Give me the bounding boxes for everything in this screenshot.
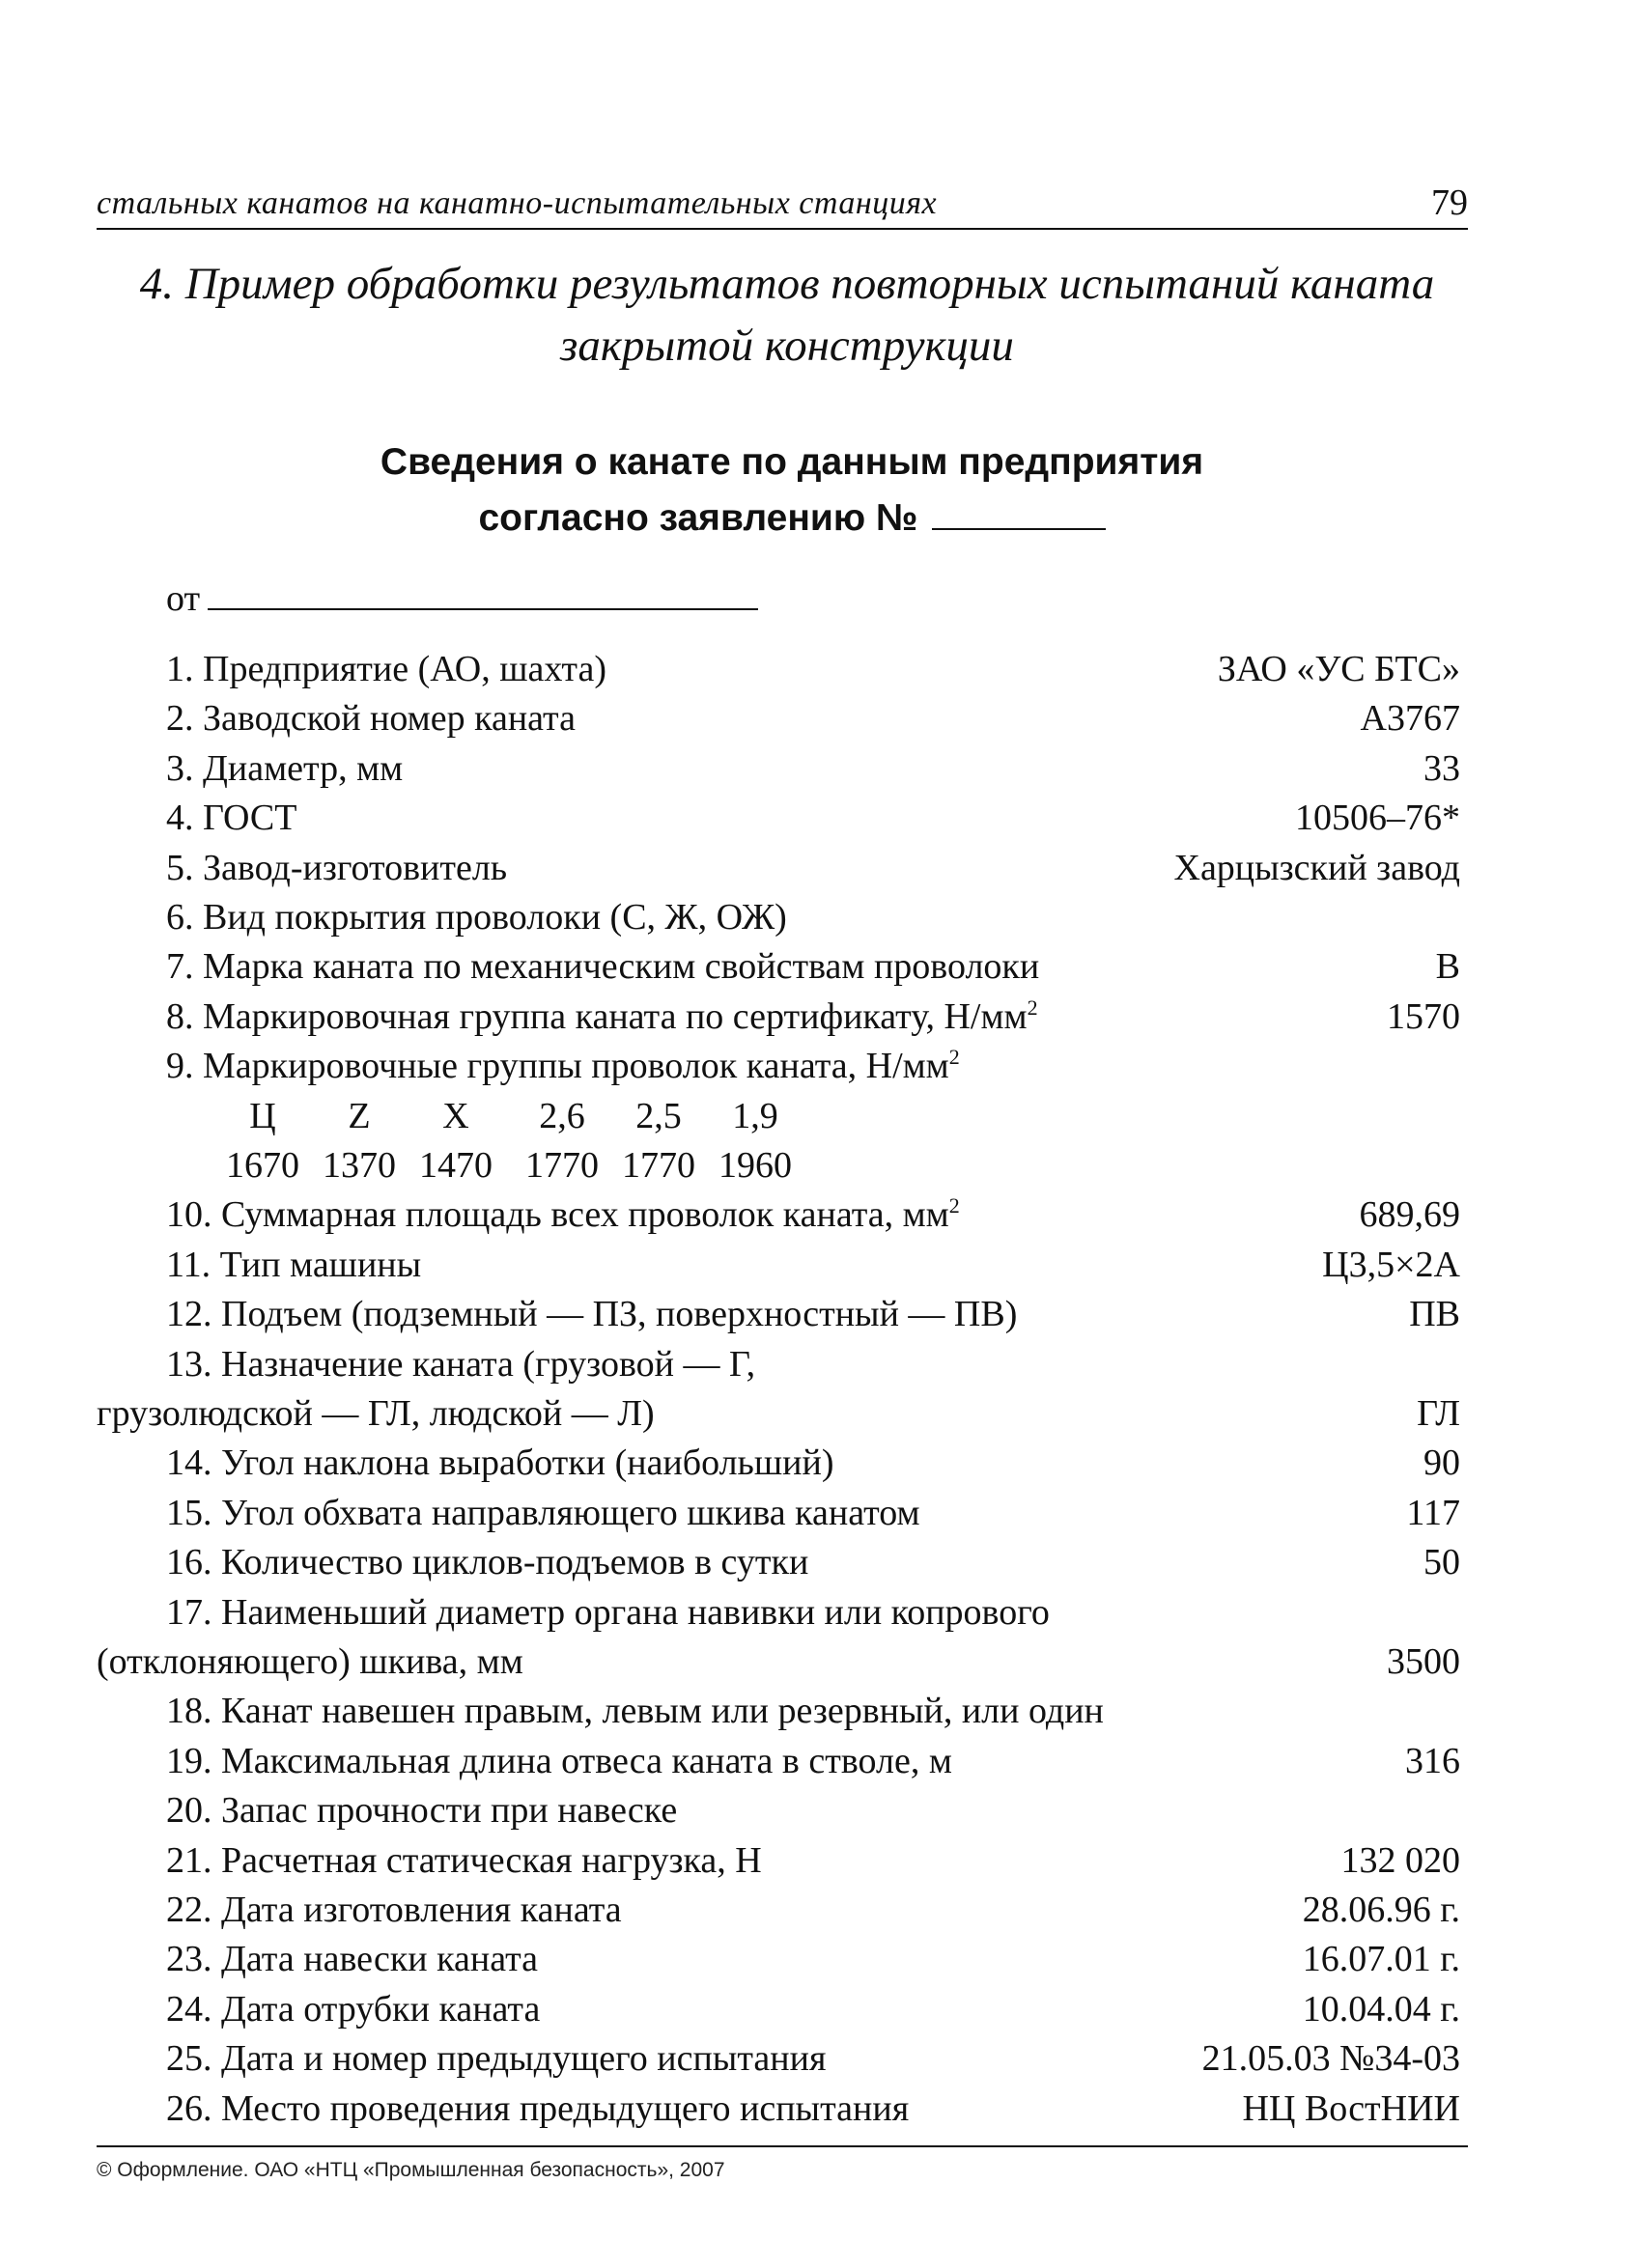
wire-group-values bbox=[0, 1141, 1634, 1190]
info-label-text: 22. Дата изготовления каната bbox=[166, 1890, 622, 1930]
info-label bbox=[166, 1190, 960, 1239]
info-label bbox=[166, 2034, 826, 2083]
info-row bbox=[0, 1886, 1634, 1934]
info-label bbox=[166, 1985, 540, 2033]
info-label-text: грузолюдской — ГЛ, людской — Л) bbox=[97, 1393, 655, 1434]
info-label-text: 19. Максимальная длина отвеса каната в стволе, м bbox=[166, 1740, 952, 1781]
info-label bbox=[166, 1241, 421, 1289]
info-value: 28.06.96 г. bbox=[1302, 1890, 1460, 1930]
info-row bbox=[0, 893, 1634, 941]
info-label-text: 4. ГОСТ bbox=[166, 798, 297, 839]
info-label bbox=[166, 893, 787, 941]
info-label-text: 18. Канат навешен правым, левым или резервный, или один bbox=[166, 1691, 1104, 1732]
info-label bbox=[166, 1786, 677, 1834]
wire-group-code: X bbox=[442, 1095, 469, 1136]
info-label-text: 2. Заводской номер каната bbox=[166, 698, 576, 740]
info-label bbox=[97, 1389, 655, 1438]
info-label-text: 1. Предприятие (АО, шахта) bbox=[166, 649, 607, 689]
info-value: 50 bbox=[1423, 1542, 1460, 1583]
info-value: ПВ bbox=[1409, 1294, 1460, 1335]
info-value: НЦ ВостНИИ bbox=[1242, 2087, 1460, 2129]
info-row bbox=[0, 1737, 1634, 1785]
info-label bbox=[166, 993, 1038, 1041]
unit-superscript: 2 bbox=[948, 1045, 960, 1070]
info-label-text: 8. Маркировочная группа каната по сертификату, Н/мм bbox=[166, 995, 1028, 1037]
info-label-text: 24. Дата отрубки каната bbox=[166, 1988, 541, 2030]
heading bbox=[222, 434, 1362, 546]
info-value: В bbox=[1435, 946, 1460, 988]
wire-group-value: 1370 bbox=[323, 1145, 396, 1186]
info-label bbox=[97, 1638, 523, 1686]
wire-group-code: 1,9 bbox=[732, 1095, 778, 1136]
wire-group-codes bbox=[0, 1092, 1634, 1140]
info-value: ГЛ bbox=[1417, 1393, 1460, 1434]
info-label bbox=[166, 794, 297, 842]
info-label bbox=[166, 1737, 952, 1785]
date-blank bbox=[208, 581, 758, 610]
info-label-text: 6. Вид покрытия проволоки (С, Ж, ОЖ) bbox=[166, 897, 787, 938]
info-value: 16.07.01 г. bbox=[1302, 1939, 1460, 1980]
info-label bbox=[166, 744, 403, 793]
info-row bbox=[0, 2034, 1634, 2083]
info-row bbox=[0, 1439, 1634, 1487]
info-row bbox=[0, 645, 1634, 693]
section-title-line2: закрытой конструкции bbox=[560, 321, 1014, 371]
info-value: Харцызский завод bbox=[1173, 847, 1460, 888]
section-title bbox=[87, 253, 1487, 377]
info-label-text: 21. Расчетная статическая нагрузка, Н bbox=[166, 1839, 762, 1881]
info-row bbox=[0, 1687, 1634, 1735]
info-label bbox=[166, 1340, 755, 1388]
info-label-text: 17. Наименьший диаметр органа навивки или копрового bbox=[166, 1591, 1050, 1633]
info-row bbox=[0, 1190, 1634, 1239]
unit-superscript: 2 bbox=[948, 1193, 960, 1218]
info-value: А3767 bbox=[1360, 698, 1460, 740]
application-number-blank bbox=[932, 499, 1106, 530]
info-row bbox=[0, 1489, 1634, 1537]
info-row bbox=[0, 1241, 1634, 1289]
info-value: 117 bbox=[1406, 1492, 1460, 1533]
info-label-text: 14. Угол наклона выработки (наибольший) bbox=[166, 1442, 834, 1484]
info-label-text: 13. Назначение каната (грузовой — Г, bbox=[166, 1343, 756, 1385]
info-label bbox=[166, 1489, 920, 1537]
info-row bbox=[0, 2085, 1634, 2133]
date-line bbox=[166, 577, 758, 620]
info-value: 1570 bbox=[1387, 995, 1460, 1037]
info-label-text: 26. Место проведения предыдущего испытания bbox=[166, 2087, 910, 2129]
info-label-text: (отклоняющего) шкива, мм bbox=[97, 1641, 523, 1682]
wire-group-code: Ц bbox=[249, 1095, 276, 1136]
heading-line2-wrap bbox=[222, 490, 1362, 546]
page-number: 79 bbox=[1431, 182, 1468, 223]
info-row bbox=[0, 1389, 1634, 1438]
wire-group-code: Z bbox=[348, 1095, 371, 1136]
info-row bbox=[0, 1290, 1634, 1338]
info-row bbox=[0, 1638, 1634, 1686]
info-label bbox=[166, 1935, 538, 1983]
info-label bbox=[166, 1538, 808, 1586]
info-label bbox=[166, 1687, 1104, 1735]
info-label bbox=[166, 942, 1039, 991]
info-value: 3500 bbox=[1387, 1641, 1460, 1682]
section-title-line1: 4. Пример обработки результатов повторных испытаний каната bbox=[139, 259, 1435, 309]
wire-group-code: 2,6 bbox=[539, 1095, 585, 1136]
info-label-text: 15. Угол обхвата направляющего шкива канатом bbox=[166, 1492, 920, 1533]
running-head bbox=[97, 182, 1468, 234]
info-value: 132 020 bbox=[1340, 1839, 1460, 1881]
info-label bbox=[166, 1588, 1050, 1637]
info-value: 316 bbox=[1405, 1740, 1460, 1781]
info-label bbox=[166, 1042, 960, 1090]
info-label-text: 12. Подъем (подземный — ПЗ, поверхностный — ПВ) bbox=[166, 1294, 1018, 1335]
info-row bbox=[0, 744, 1634, 793]
unit-superscript: 2 bbox=[1027, 994, 1038, 1020]
info-row bbox=[0, 1042, 1634, 1090]
wire-group-code: 2,5 bbox=[635, 1095, 682, 1136]
info-label-text: 9. Маркировочные группы проволок каната, Н/мм bbox=[166, 1046, 949, 1087]
info-value: 10.04.04 г. bbox=[1302, 1988, 1460, 2030]
info-row bbox=[0, 844, 1634, 892]
info-label-text: 3. Диаметр, мм bbox=[166, 747, 404, 789]
info-value: 10506–76* bbox=[1295, 798, 1460, 839]
info-row bbox=[0, 1340, 1634, 1388]
info-label bbox=[166, 1886, 622, 1934]
info-row bbox=[0, 794, 1634, 842]
info-label-text: 23. Дата навески каната bbox=[166, 1939, 539, 1980]
wire-group-value: 1770 bbox=[525, 1145, 599, 1186]
info-row bbox=[0, 1985, 1634, 2033]
info-row bbox=[0, 1588, 1634, 1637]
info-value: 90 bbox=[1423, 1442, 1460, 1484]
info-label-text: 25. Дата и номер предыдущего испытания bbox=[166, 2038, 827, 2080]
heading-line1: Сведения о канате по данным предприятия bbox=[380, 441, 1204, 483]
footer-rule bbox=[97, 2145, 1468, 2147]
info-label-text: 20. Запас прочности при навеске bbox=[166, 1790, 678, 1832]
info-value: ЗАО «УС БТС» bbox=[1217, 649, 1460, 689]
info-row bbox=[0, 1935, 1634, 1983]
info-row bbox=[0, 1786, 1634, 1834]
wire-group-value: 1470 bbox=[419, 1145, 493, 1186]
info-label bbox=[166, 1290, 1017, 1338]
date-label: от bbox=[166, 578, 201, 619]
info-label bbox=[166, 694, 576, 742]
footer-copyright: © Оформление. ОАО «НТЦ «Промышленная безопасность», 2007 bbox=[97, 2159, 725, 2181]
info-label-text: 7. Марка каната по механическим свойствам проволоки bbox=[166, 946, 1040, 988]
wire-group-value: 1770 bbox=[622, 1145, 695, 1186]
info-label-text: 10. Суммарная площадь всех проволок каната, мм bbox=[166, 1194, 949, 1236]
info-label bbox=[166, 1836, 762, 1885]
info-label bbox=[166, 1439, 833, 1487]
info-row bbox=[0, 694, 1634, 742]
info-row bbox=[0, 993, 1634, 1041]
wire-group-value: 1670 bbox=[226, 1145, 299, 1186]
heading-line2: согласно заявлению № bbox=[478, 497, 918, 539]
info-value: 21.05.03 №34-03 bbox=[1201, 2038, 1460, 2080]
info-value: Ц3,5×2А bbox=[1322, 1244, 1460, 1285]
info-label-text: 11. Тип машины bbox=[166, 1244, 422, 1285]
info-row bbox=[0, 1538, 1634, 1586]
running-title: стальных канатов на канатно-испытательных станциях bbox=[97, 185, 938, 221]
header-rule bbox=[97, 228, 1468, 230]
info-label bbox=[166, 844, 507, 892]
info-value: 33 bbox=[1423, 747, 1460, 789]
info-row bbox=[0, 942, 1634, 991]
info-label-text: 16. Количество циклов-подъемов в сутки bbox=[166, 1542, 809, 1583]
info-label bbox=[166, 645, 606, 693]
info-value: 689,69 bbox=[1359, 1194, 1460, 1236]
info-label bbox=[166, 2085, 909, 2133]
wire-group-value: 1960 bbox=[718, 1145, 792, 1186]
info-label-text: 5. Завод-изготовитель bbox=[166, 847, 508, 888]
info-row bbox=[0, 1836, 1634, 1885]
